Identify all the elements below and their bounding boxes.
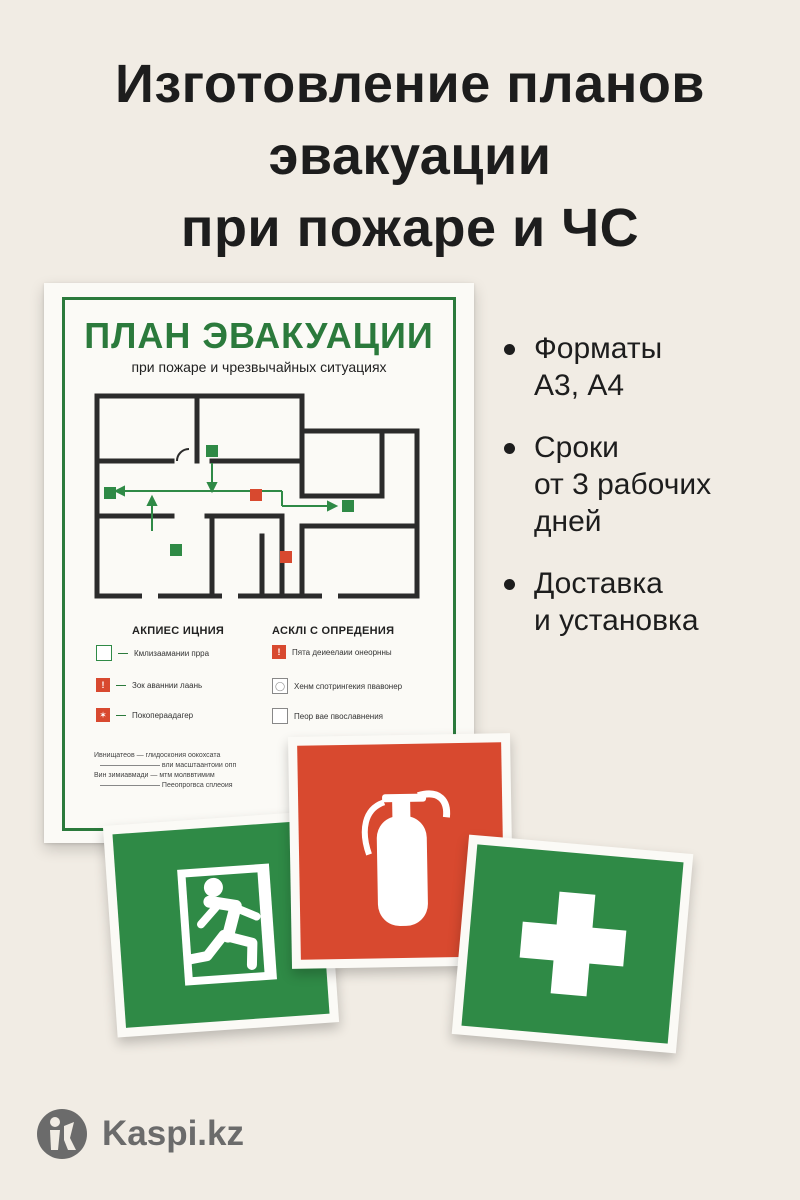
legend-left-item-label: Зок аваннии лаань bbox=[132, 680, 203, 690]
feature-list bbox=[502, 330, 782, 664]
headline-line-3: при пожаре и ЧС bbox=[180, 198, 640, 258]
legend-right-item bbox=[272, 708, 383, 724]
notes-label-2: Вин зимиавмади bbox=[94, 772, 149, 779]
floor-plan-drawing bbox=[92, 391, 422, 601]
feature-line: и установка bbox=[534, 604, 699, 637]
first-aid-icon bbox=[461, 844, 683, 1043]
extinguisher-legend-icon: ◯ bbox=[272, 678, 288, 694]
notes-line: Пееопрогвса сплеоия bbox=[161, 782, 233, 789]
feature-line: Доставка bbox=[534, 567, 663, 600]
legend-left-item bbox=[96, 678, 202, 692]
feature-item-formats bbox=[502, 330, 782, 404]
poster-notes: Ивнищатеов — глидоскония оокохсата вли масштаантоии опп Вин зимиавмади — мтм молввтимим Пееопрогвса сплеоия bbox=[94, 752, 237, 789]
feature-line: дней bbox=[534, 505, 602, 538]
feature-line: А3, А4 bbox=[534, 369, 625, 402]
headline-line-1: Изготовление планов bbox=[115, 54, 705, 114]
sign-legend-icon bbox=[96, 645, 112, 661]
poster-title: ПЛАН ЭВАКУАЦИИ bbox=[84, 315, 434, 356]
poster-subtitle: при пожаре и чрезвычайных ситуациях bbox=[131, 359, 387, 375]
headline-line-2: эвакуации bbox=[268, 126, 552, 186]
legend-left-item bbox=[96, 645, 209, 661]
legend-right-heading: АСКЛІ С ОПРЕДЕНИЯ bbox=[272, 625, 395, 637]
feature-line: от 3 рабочих bbox=[534, 468, 712, 501]
legend-right-item-label: Хенм спотрингекия пвавонер bbox=[294, 681, 403, 691]
feature-line: Форматы bbox=[534, 332, 663, 365]
legend-right-item-label: Пята деиеелаии онеорнны bbox=[292, 647, 392, 657]
box-legend-icon bbox=[272, 708, 288, 724]
legend-left-heading: АКПИЕС ИЦНИЯ bbox=[132, 625, 225, 637]
legend-left-item-label: Покопераадагер bbox=[132, 710, 194, 720]
legend-left-item bbox=[96, 708, 193, 722]
headline bbox=[60, 48, 760, 264]
notes-line: глидоскония оокохсата bbox=[145, 752, 221, 759]
warning-legend-icon: ! bbox=[96, 678, 110, 692]
legend-left-item-label: Кмлизаамании прра bbox=[134, 648, 210, 658]
legend-right-item-label: Пеор вае пвославнения bbox=[294, 711, 383, 721]
feature-item-delivery bbox=[502, 565, 782, 639]
brand-name: Kaspi.kz bbox=[102, 1114, 244, 1153]
kaspi-logo-icon bbox=[36, 1108, 88, 1160]
legend-right-item bbox=[272, 678, 402, 694]
legend-right-item bbox=[272, 645, 392, 659]
fire-legend-icon: ✶ bbox=[96, 708, 110, 722]
notes-line: вли масштаантоии опп bbox=[161, 762, 237, 769]
notes-line: мтм молввтимим bbox=[159, 772, 215, 779]
notes-label-1: Ивнищатеов bbox=[94, 752, 135, 759]
feature-item-terms bbox=[502, 429, 782, 540]
feature-line: Сроки bbox=[534, 431, 619, 464]
alarm-legend-icon: ! bbox=[272, 645, 286, 659]
kaspi-logo bbox=[36, 1108, 244, 1160]
first-aid-sign bbox=[452, 835, 694, 1054]
